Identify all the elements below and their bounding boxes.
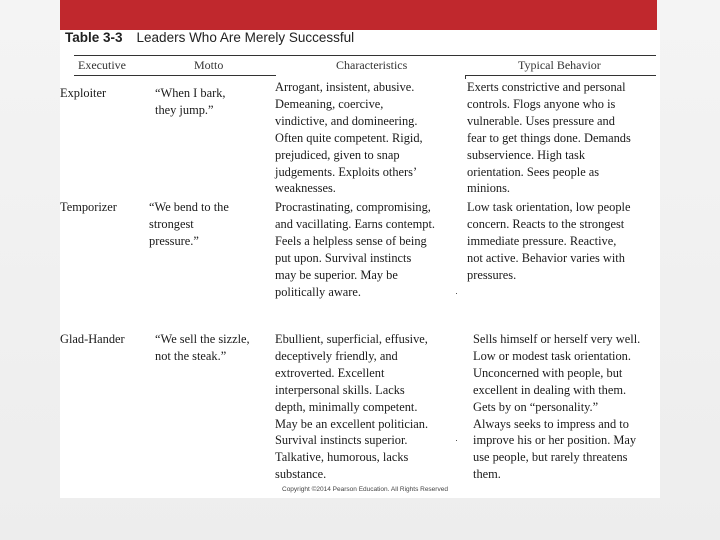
header-executive: Executive <box>78 58 126 72</box>
stray-dot-2 <box>456 440 457 441</box>
header-accent-bar <box>60 0 657 30</box>
header-typical-behavior: Typical Behavior <box>518 58 601 72</box>
header-characteristics: Characteristics <box>336 58 408 72</box>
header-rule-tick <box>465 75 466 79</box>
slide-sheet <box>60 30 660 498</box>
copyright-notice: Copyright ©2014 Pearson Education. All Rights Reserved <box>282 486 448 493</box>
header-motto: Motto <box>194 58 224 72</box>
table-title-text: Leaders Who Are Merely Successful <box>136 30 355 45</box>
row-temporizer-characteristics: Procrastinating, compromising, and vacillating. Earns contempt. Feels a helpless sense of being put upon. Survival instincts may be superior. May be politically aware. <box>275 200 435 299</box>
row-exploiter-behavior: Exerts constrictive and personal controls. Flogs anyone who is vulnerable. Uses pressure and fear to get things done. Demands subservience. High task orientation. Sees people as minions. <box>467 80 631 196</box>
row-gladhander-motto: “We sell the sizzle, not the steak.” <box>155 332 250 363</box>
table-title <box>65 30 354 45</box>
row-exploiter-executive: Exploiter <box>60 86 107 100</box>
table-number: Table 3-3 <box>65 30 123 45</box>
header-rule-right <box>466 75 656 76</box>
header-rule-left <box>74 75 276 76</box>
row-temporizer-motto: “We bend to the strongest pressure.” <box>149 200 229 248</box>
top-rule <box>74 55 656 56</box>
row-gladhander-executive: Glad-Hander <box>60 332 125 346</box>
row-temporizer-behavior: Low task orientation, low people concern. Reacts to the strongest immediate pressure. Reactive, not active. Behavior varies with pressures. <box>467 200 631 282</box>
row-exploiter-characteristics: Arrogant, insistent, abusive. Demeaning, coercive, vindictive, and domineering. Often quite competent. Rigid, prejudiced, given to snap judgements. Exploits others’ weaknesses. <box>275 80 423 196</box>
stray-dot <box>456 293 457 294</box>
row-gladhander-characteristics: Ebullient, superficial, effusive, deceptively friendly, and extroverted. Excellent interpersonal skills. Lacks depth, minimally competent. May be an excellent politician. Survival instincts superior. Talkative, humorous, lacks substance. <box>275 332 429 482</box>
row-temporizer-executive: Temporizer <box>60 200 117 214</box>
row-exploiter-motto: “When I bark, they jump.” <box>155 86 226 117</box>
row-gladhander-behavior: Sells himself or herself very well. Low or modest task orientation. Unconcerned with people, but excellent in dealing with them. Gets by on “personality.” Always seeks to impress and to improve his or her position. May use people, but rarely threatens them. <box>473 332 641 482</box>
